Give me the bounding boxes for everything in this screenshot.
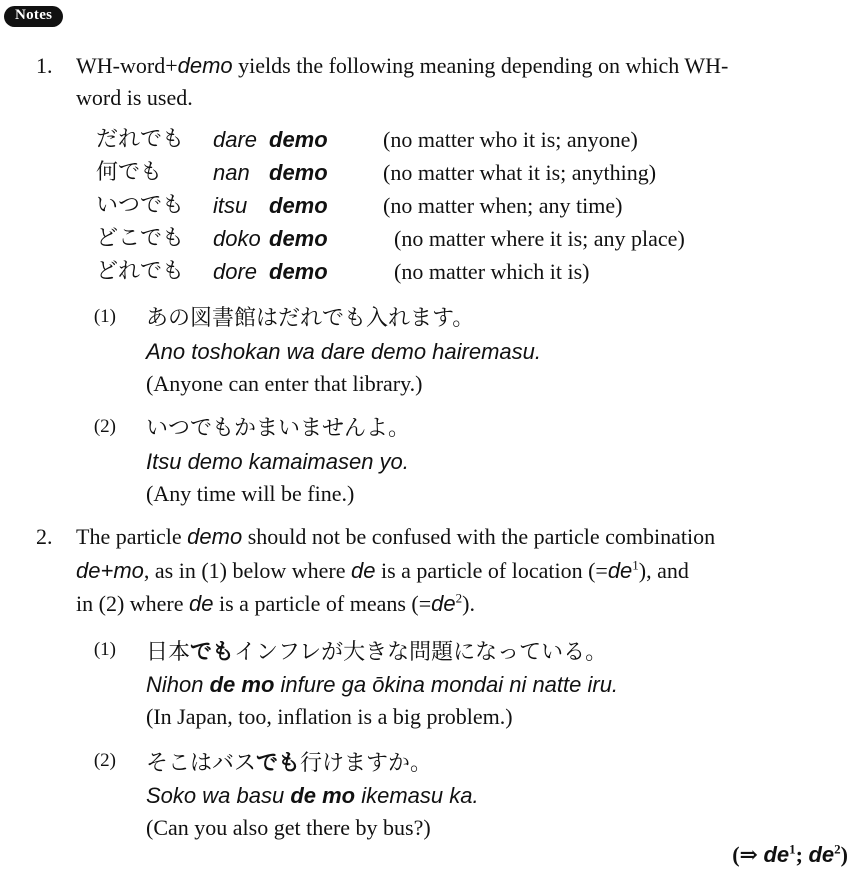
note-2-line-1 bbox=[76, 521, 715, 553]
note-1-term: demo bbox=[177, 53, 233, 78]
note-2-term: demo bbox=[187, 524, 243, 549]
example-romaji-text: infure ga ōkina mondai ni natte iru. bbox=[274, 672, 619, 697]
wh-demo-table bbox=[96, 124, 836, 294]
example-romaji-text: Nihon bbox=[146, 672, 210, 697]
table-gloss: (no matter when; any time) bbox=[383, 193, 623, 218]
example-romaji-emphasis: de mo bbox=[290, 783, 356, 808]
note-2-line-2 bbox=[76, 555, 689, 587]
example-japanese: いつでもかまいませんよ。 bbox=[146, 416, 411, 441]
note-2-term: de bbox=[607, 558, 633, 583]
example-japanese-text: そこはバス bbox=[146, 751, 257, 776]
table-wh-word: itsu bbox=[213, 193, 248, 218]
table-jp: どこでも bbox=[96, 226, 185, 251]
table-row bbox=[96, 256, 836, 288]
example-japanese bbox=[146, 747, 432, 780]
example-translation: (Can you also get there by bus?) bbox=[146, 815, 431, 840]
table-gloss: (no matter what it is; anything) bbox=[383, 160, 657, 185]
cross-reference-term: de bbox=[763, 842, 790, 867]
example-romaji-text: Soko wa basu bbox=[146, 783, 291, 808]
example-japanese-text: インフレが大きな問題になっている。 bbox=[234, 640, 608, 665]
table-wh-word: nan bbox=[213, 160, 250, 185]
example-number: (1) bbox=[93, 639, 116, 660]
note-2-superscript: 2 bbox=[455, 590, 463, 606]
example-japanese-text: 日本 bbox=[146, 640, 191, 665]
cross-reference-close: ) bbox=[840, 842, 848, 867]
cross-reference-superscript: 2 bbox=[834, 841, 841, 857]
table-wh-word: dare bbox=[213, 127, 258, 152]
note-1-text-b: yields the following meaning depending on which WH- bbox=[232, 53, 729, 78]
note-2-text: , as in (1) below where bbox=[143, 558, 351, 583]
note-1-number: 1. bbox=[36, 53, 53, 78]
note-2-text: in (2) where bbox=[76, 591, 190, 616]
table-row bbox=[96, 190, 836, 222]
table-gloss: (no matter who it is; anyone) bbox=[383, 127, 638, 152]
cross-reference bbox=[732, 839, 848, 871]
example-japanese bbox=[146, 636, 607, 669]
note-2-text: The particle bbox=[76, 524, 188, 549]
example-romaji: Itsu demo kamaimasen yo. bbox=[146, 449, 409, 474]
table-jp: いつでも bbox=[96, 193, 185, 218]
example-number: (2) bbox=[93, 750, 116, 771]
note-2-term: de bbox=[351, 558, 376, 583]
cross-reference-term: de bbox=[808, 842, 835, 867]
example-number: (1) bbox=[93, 306, 116, 327]
example-translation: (Any time will be fine.) bbox=[146, 481, 355, 506]
table-row bbox=[96, 157, 836, 189]
example-japanese-emphasis: でも bbox=[256, 750, 301, 776]
example-romaji-text: ikemasu ka. bbox=[355, 783, 479, 808]
table-gloss: (no matter which it is) bbox=[394, 259, 590, 284]
table-jp: だれでも bbox=[96, 127, 185, 152]
example-translation: (In Japan, too, inflation is a big problem.) bbox=[146, 704, 513, 729]
example-translation: (Anyone can enter that library.) bbox=[146, 371, 423, 396]
table-demo: demo bbox=[269, 259, 328, 284]
cross-reference-superscript: 1 bbox=[789, 841, 796, 857]
notes-badge: Notes bbox=[4, 6, 63, 27]
example-japanese-text: 行けますか。 bbox=[300, 751, 433, 776]
note-2-superscript: 1 bbox=[632, 557, 639, 573]
table-gloss: (no matter where it is; any place) bbox=[394, 226, 685, 251]
table-demo: demo bbox=[269, 193, 328, 218]
table-wh-word: doko bbox=[213, 226, 261, 251]
note-1-text-a: WH-word+ bbox=[76, 53, 178, 78]
note-2-text: is a particle of location (= bbox=[375, 558, 608, 583]
note-2-text: ). bbox=[462, 591, 475, 616]
example-romaji bbox=[146, 669, 618, 701]
note-1-line-1 bbox=[76, 50, 728, 82]
example-japanese: あの図書館はだれでも入れます。 bbox=[146, 306, 475, 331]
table-demo: demo bbox=[269, 160, 328, 185]
note-2-term: de bbox=[431, 591, 456, 616]
cross-reference-separator: ; bbox=[795, 842, 809, 867]
note-2-line-3 bbox=[76, 588, 475, 620]
example-romaji: Ano toshokan wa dare demo hairemasu. bbox=[146, 339, 542, 364]
table-row bbox=[96, 124, 836, 156]
table-demo: demo bbox=[269, 226, 328, 251]
table-wh-word: dore bbox=[213, 259, 258, 284]
note-2-number: 2. bbox=[36, 524, 53, 549]
note-2-text: is a particle of means (= bbox=[213, 591, 432, 616]
note-2-term: de+mo bbox=[76, 558, 144, 583]
table-jp: 何でも bbox=[96, 160, 163, 185]
note-2-term: de bbox=[189, 591, 214, 616]
example-japanese-emphasis: でも bbox=[190, 639, 235, 665]
cross-reference-open: (⇒ bbox=[732, 842, 764, 867]
note-1-line-2: word is used. bbox=[76, 85, 193, 110]
note-2-text: ), and bbox=[638, 558, 689, 583]
table-jp: どれでも bbox=[96, 259, 185, 284]
table-demo: demo bbox=[269, 127, 328, 152]
table-row bbox=[96, 223, 836, 255]
note-2-text: should not be confused with the particle combination bbox=[242, 524, 716, 549]
example-number: (2) bbox=[93, 416, 116, 437]
example-romaji bbox=[146, 780, 479, 812]
example-romaji-emphasis: de mo bbox=[209, 672, 275, 697]
